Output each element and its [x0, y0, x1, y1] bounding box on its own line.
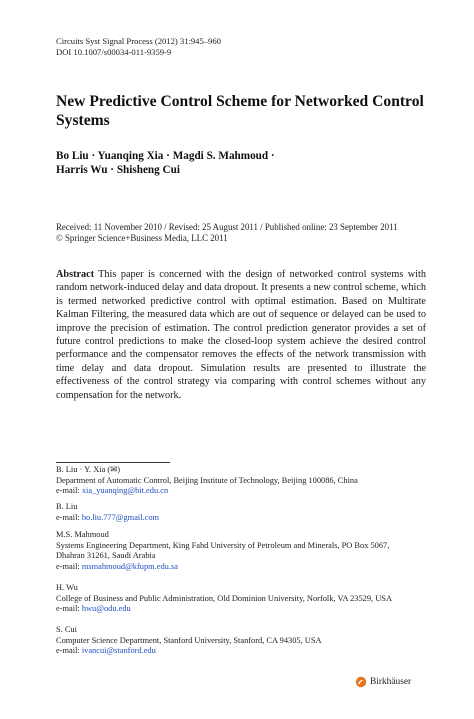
author-line-2: Harris Wu · Shisheng Cui — [56, 164, 180, 176]
affiliation-address: Computer Science Department, Stanford University, Stanford, CA 94305, USA — [56, 635, 322, 645]
email-label: e-mail: — [56, 604, 82, 614]
paper-title: New Predictive Control Scheme for Networked Control Systems — [56, 93, 424, 129]
email-link[interactable]: xia_yuanqing@bit.edu.cn — [81, 486, 169, 496]
affiliation-address: Systems Engineering Department, King Fahd University of Petroleum and Minerals, PO Box 5067, — [56, 540, 390, 550]
affiliation-email-line — [56, 513, 436, 524]
affiliation-footnote — [56, 502, 436, 523]
affiliation-address: Department of Automatic Control, Beijing Institute of Technology, Beijing 100086, China — [56, 475, 358, 485]
affiliation-names: B. Liu · Y. Xia (✉) — [56, 465, 121, 474]
email-label: e-mail: — [56, 512, 82, 522]
affiliation-names: M.S. Mahmoud — [56, 530, 109, 539]
affiliation-footnote — [56, 465, 436, 497]
email-link[interactable]: bo.liu.777@gmail.com — [81, 512, 160, 522]
affiliation-names: S. Cui — [56, 625, 77, 634]
author-line-1: Bo Liu · Yuanqing Xia · Magdi S. Mahmoud · — [56, 150, 275, 162]
journal-citation: Circuits Syst Signal Process (2012) 31:945–960 — [56, 36, 221, 46]
publisher-name: Birkhäuser — [370, 677, 412, 687]
copyright-notice: © Springer Science+Business Media, LLC 2011 — [56, 233, 228, 243]
abstract-label: Abstract — [56, 269, 95, 280]
affiliation-names: B. Liu — [56, 502, 78, 511]
affiliation-footnote — [56, 583, 436, 615]
publication-history: Received: 11 November 2010 / Revised: 25 August 2011 / Published online: 23 September 2011 — [56, 222, 398, 232]
affiliation-address-cont: Dhahran 31261, Saudi Arabia — [56, 551, 156, 561]
affiliation-names: H. Wu — [56, 583, 78, 592]
email-label: e-mail: — [56, 646, 82, 656]
email-link[interactable]: msmahmoud@kfupm.edu.sa — [81, 561, 178, 571]
abstract-text: This paper is concerned with the design of networked control systems with random network-induced delay and data dropout. It presents a new control scheme, which is termed networked predictive control with optimal estimation. Based on Multirate Kalman Filtering, the measured data which are out of sequence or delayed can be used to improve the precision of estimation. The control prediction generator provides a set of future control predictions to make the closed-loop system achieve the desired control performance and the compensator removes the effects of the network transmission with time delay and data dropout. Simulation results are presented to illustrate the effectiveness of the control strategy via comparing with control schemes without any compensation for the network. — [56, 269, 426, 401]
email-link[interactable]: hwu@odu.edu — [81, 604, 131, 614]
email-link[interactable]: ivancui@stanford.edu — [81, 646, 156, 656]
affiliation-footnote — [56, 625, 436, 657]
affiliation-email-line — [56, 604, 436, 615]
author-list — [56, 149, 416, 177]
affiliation-email-line — [56, 646, 436, 657]
publisher-mark — [355, 676, 411, 688]
affiliation-email-line — [56, 486, 436, 497]
affiliation-footnote — [56, 530, 436, 572]
email-label: e-mail: — [56, 561, 82, 571]
doi: DOI 10.1007/s00034-011-9359-9 — [56, 46, 172, 57]
footnote-divider — [56, 462, 170, 463]
email-label: e-mail: — [56, 486, 82, 496]
abstract — [56, 268, 426, 402]
birkhauser-logo-icon — [355, 676, 367, 688]
affiliation-email-line — [56, 562, 436, 573]
affiliation-address: College of Business and Public Administration, Old Dominion University, Norfolk, VA 23529, USA — [56, 593, 393, 603]
